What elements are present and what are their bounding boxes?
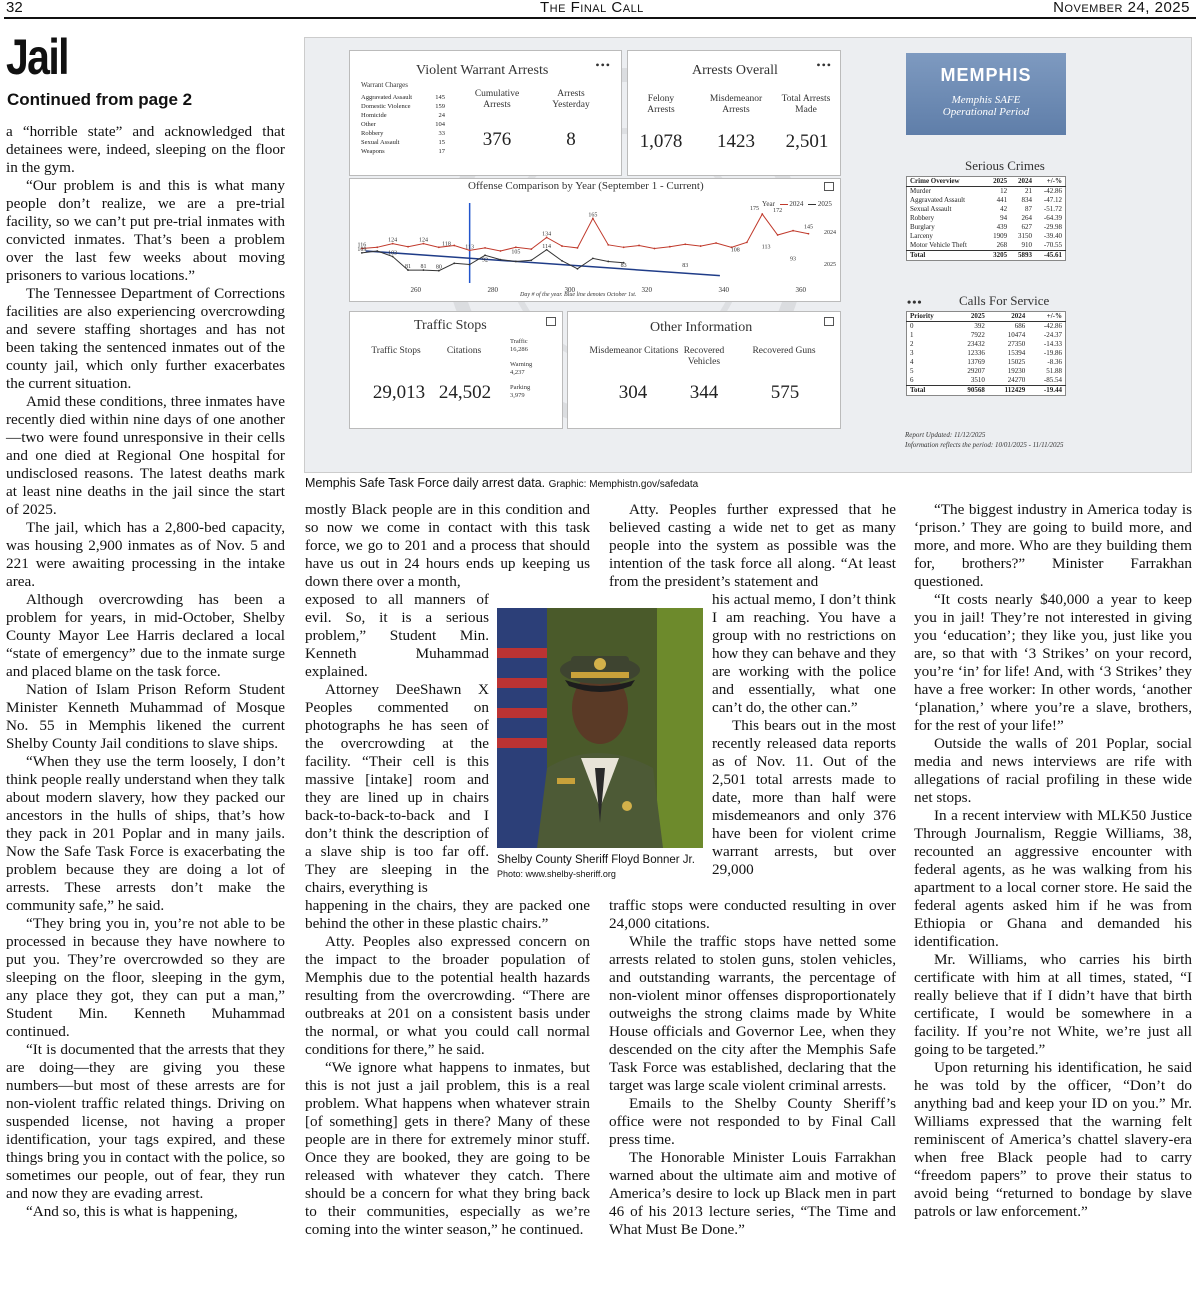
issue-date: November 24, 2025 [1053,0,1190,16]
table-cell: 910 [1021,241,1032,249]
data-point [484,254,486,256]
table-cell: -70.55 [1043,241,1062,249]
table-cell: -51.72 [1043,205,1062,213]
serious-crimes-title: Serious Crimes [965,158,1045,173]
violent-menu-icon[interactable]: ••• [595,58,611,72]
paragraph: Outside the walls of 201 Poplar, social media and news interviews are rife with allegations of racial profiling in these wide net stops. [914,735,1192,806]
recovered-guns-label: Recovered Guns [752,346,816,356]
table-cell: Aggravated Assault [910,196,966,204]
table-total-cell: 5893 [1010,251,1035,261]
table-cell: 627 [1021,223,1032,231]
overall-card-title: Arrests Overall [692,63,778,78]
traffic-breakdown-value: 3,979 [510,392,525,399]
table-cell: 13769 [967,358,985,366]
charge-row [358,138,448,147]
charge-label: Domestic Violence [361,103,411,110]
column-2-bottom [305,897,590,1239]
charge-label: Sexual Assault [361,139,400,146]
data-label: 93 [790,256,797,263]
offense-comparison-card [349,178,841,302]
calls-for-service-table [906,311,1066,396]
table-cell: 94 [1000,214,1008,222]
paragraph: The Tennessee Department of Corrections facilities are also experiencing overcrowding and severe staffing shortages and has not been taking the sentenced inmates out of the county jail, which only further exacerbates the current situation. [6,285,285,392]
table-cell: 15025 [1007,358,1026,366]
data-point [453,262,455,264]
total-arrests-label: Total Arrests Made [781,94,831,115]
table-header-row [907,312,1066,322]
graphic-credit: Graphic: Memphistn.gov/safedata [548,479,699,490]
traffic-breakdown-item [510,361,556,377]
table-cell: 23432 [967,340,985,348]
paragraph: Nation of Islam Prison Reform Student Minister Kenneth Muhammad of Mosque No. 55 in Memphis likened the current Shelby County Jail conditions to slave ships. [6,681,285,752]
table-total-row [907,251,1066,261]
traffic-expand-icon[interactable] [546,317,556,326]
paragraph: In a recent interview with MLK50 Justice Through Journalism, Reggie Williams, 38, recounted an aggressive encounter with federal agents, as he was walking from his apartment to a local corner store. He said the federal agents asked him if he was from Ethiopia or Ghana and demanded his identification. [914,807,1192,950]
table-cell: 2 [910,340,914,348]
data-label: 81 [405,264,412,271]
paragraph: Although overcrowding has been a problem for years, in mid-October, Shelby County Mayor Lee Harris declared a local “state of emergency” due to the inmate surge and placed blame on the task force. [6,591,285,680]
data-point [607,261,609,263]
table-cell: -47.12 [1043,196,1062,204]
table-cell: 10474 [1007,331,1026,339]
traffic-stops-value: 29,013 [372,382,426,403]
table-cell: Burglary [910,223,935,231]
table-cell: 51.88 [1046,367,1062,375]
table-header-cell: Priority [907,312,953,322]
misdemeanor-arrests-value: 1423 [717,131,755,152]
charge-row [358,102,448,111]
data-point [530,248,532,250]
recovered-guns-value: 575 [770,382,800,403]
photo-credit: Photo: www.shelby-sheriff.org [497,869,616,879]
data-label: 113 [465,244,475,251]
charge-row [358,129,448,138]
table-cell: -14.33 [1043,340,1062,348]
traffic-breakdown-value: 4,237 [510,369,525,376]
paragraph: exposed to all manners of evil. So, it is a serious problem,” Student Min. Kenneth Muhammad explained. [305,591,489,680]
calls-for-service-title: Calls For Service [959,293,1050,308]
data-point [654,248,656,250]
cumulative-arrests-value: 376 [482,129,512,150]
paragraph: Atty. Peoples further expressed that he believed casting a wide net to get as many people into the system as possible was the intention of the task force all along. “At least from the president’s statement and [609,501,896,590]
table-cell: -64.39 [1043,214,1062,222]
arrests-yesterday-label: Arrests Yesterday [552,89,590,110]
charge-value: 104 [435,121,445,128]
table-header-cell: 2024 [1010,177,1035,187]
paragraph: Upon returning his identification, he said he was told by the officer, “Don’t do anything bad and keep your ID on you.” Mr. Williams expressed that the warning felt reminiscent of America’s chattel slavery-era when free Black people had to carry “freedom papers” to prove their status to avoid being “returned to bondage by slave patrols or law enforcement.” [914,1059,1192,1220]
table-cell: 3510 [970,376,985,384]
table-cell: 87 [1024,205,1032,213]
charge-value: 17 [438,148,445,155]
other-information-card [567,311,841,429]
data-point [715,242,717,244]
table-cell: -39.40 [1043,232,1062,240]
table-row [907,358,1066,367]
traffic-breakdown-label: Warning [510,361,533,368]
data-point [577,268,579,270]
paragraph: Attorney DeeShawn X Peoples commented on photographs he has seen of the overcrowding at the facility. “Their cell is this massive [intake] room and they are lined up in chairs back-to-back-to-back and I don’t think the description of a slave ship is too far off. They are sleeping in the chairs, everything is [305,681,489,896]
offense-line-chart [350,191,840,301]
other-card-title: Other Information [650,320,753,335]
paragraph: The jail, which has a 2,800-bed capacity, was housing 2,900 inmates as of Nov. 5 and 221 were awaiting processing in the intake area. [6,519,285,590]
table-cell: Motor Vehicle Theft [910,241,967,249]
report-updated: Report Updated: 11/12/2025 [905,431,986,439]
charge-value: 24 [438,112,445,119]
continued-from: Continued from page 2 [7,90,193,109]
traffic-breakdown-item [510,384,556,400]
paragraph: his actual memo, I don’t think I am reaching. You have a group with no restrictions on how they can behave and they are working with the police and essentially, what one can’t do, the other can.” [712,591,896,716]
paragraph: “And so, this is what is happening, [26,1203,238,1220]
photo-caption [497,853,707,881]
data-point [469,264,471,266]
arrests-overall-card [627,50,841,176]
data-label: 92 [482,257,489,264]
felony-arrests-label: Felony Arrests [647,94,675,115]
table-row [907,241,1066,251]
data-label: 113 [761,244,771,251]
data-point [623,246,625,248]
traffic-breakdown-label: Parking [510,384,531,391]
table-total-cell: Total [907,251,986,261]
data-point [530,259,532,261]
safe-task-force-dashboard [304,37,1192,473]
charge-row [358,147,448,156]
table-cell: 29207 [967,367,985,375]
x-tick-label: 280 [487,286,498,294]
table-header-cell: 2024 [988,312,1028,322]
table-cell: 264 [1021,214,1032,222]
data-label: 108 [730,247,740,254]
table-total-row [907,386,1066,396]
charge-label: Robbery [361,130,384,137]
citations-label: Citations [446,346,482,356]
data-point [638,245,640,247]
table-cell: 3150 [1017,232,1032,240]
paragraph: While the traffic stops have netted some arrests related to stolen guns, stolen vehicles, and outstanding warrants, the percentage of non-violent minor offenses disproportionately outweighs the strong claims made by White House officials and Governor Lee, when they descended on the city after the Memphis Safe Task Force was established, declaring that the target was large scale violent criminal arrests. [609,933,896,1094]
charge-value: 145 [435,94,445,101]
table-cell: 24270 [1007,376,1026,384]
memphis-brand: MEMPHIS [940,65,1032,85]
traffic-breakdown-item [510,338,556,354]
table-row [907,376,1066,386]
table-cell: 1909 [993,232,1008,240]
table-cell: 439 [996,223,1008,231]
data-point [407,246,409,248]
data-label: 134 [542,231,552,238]
column-3-narrow [712,591,896,879]
operational-period-line: Operational Period [942,106,1030,118]
data-label: 175 [750,206,760,213]
table-cell: Robbery [910,214,935,222]
violent-card-title: Violent Warrant Arrests [416,63,549,78]
charge-label: Homicide [361,112,387,119]
paragraph: “The biggest industry in America today is ‘prison.’ They are going to build more, and more, and more. Who are they building them for, brothers?” Minister Farrakhan questioned. [914,501,1192,590]
series-end-label-2025: 2025 [824,261,836,268]
table-cell: 19230 [1007,367,1026,375]
overall-menu-icon[interactable]: ••• [816,58,832,72]
column-3-bottom [609,897,896,1239]
data-point [500,250,502,252]
data-point [669,246,671,248]
data-point [515,246,517,248]
data-label: 124 [388,237,398,244]
sheriff-portrait-image [497,608,703,848]
data-point [592,257,594,259]
table-cell: 5 [910,367,914,375]
table-total-cell: -19.44 [1028,386,1065,396]
legend-2025-label: 2025 [817,200,832,208]
table-cell: 1 [910,331,914,339]
data-point [561,260,563,262]
table-cell: -24.37 [1043,331,1062,339]
data-label: 83 [682,262,689,269]
citations-value: 24,502 [438,382,492,403]
column-2-top [305,501,590,591]
memphis-safe-line: Memphis SAFE [951,94,1021,106]
table-cell: 686 [1014,322,1026,330]
table-cell: 12 [1000,187,1008,195]
paper-name: The Final Call [540,0,644,16]
table-cell: 3 [910,349,914,357]
table-row [907,214,1066,223]
table-row [907,340,1066,349]
table-cell: 834 [1021,196,1032,204]
data-label: 109 [357,246,367,253]
misdemeanor-citations-label: Misdemeanor Citations [589,346,679,356]
table-total-cell: Total [907,386,953,396]
table-cell: 268 [996,241,1008,249]
column-1 [6,123,285,1221]
data-point [500,259,502,261]
table-header-cell: +/-% [1028,312,1065,322]
report-period: Information reflects the period: 10/01/2025 - 11/11/2025 [905,441,1064,449]
data-point [438,246,440,248]
table-row [907,223,1066,232]
header-rule [4,17,1196,19]
paragraph: Mr. Williams, who carries his birth certificate with him at all times, stated, “I really believe that if I didn’t have that birth certificate, I would be somewhere in a facility. If you’re not White, we’re just all going to be targeted.” [914,951,1192,1058]
data-point [561,245,563,247]
table-header-cell: 2025 [985,177,1010,187]
graphic-caption [305,476,698,490]
charge-label: Other [361,121,376,128]
table-cell: 21 [1024,187,1032,195]
paragraph: “We ignore what happens to inmates, but this is not just a jail problem, this is a real problem. What happens when whatever strain [of something] gets in there? Many of these people are in there for extremely minor stuff. Once they are booked, they are going to be released with whatever they catch. There should be a concern for what they bring back to their communities, especially as we’re coming into the winter season,” he continued. [305,1059,590,1238]
data-label: 81 [420,264,427,271]
table-cell: 6 [910,376,914,384]
charge-value: 33 [438,130,445,137]
data-point [808,233,810,235]
recovered-vehicles-label: Recovered Vehicles [683,346,725,367]
cumulative-arrests-label: Cumulative Arrests [474,89,520,110]
table-cell: 4 [910,358,914,366]
table-cell: 12336 [967,349,985,357]
table-cell: 441 [996,196,1008,204]
misdemeanor-arrests-label: Misdemeanor Arrests [709,94,763,115]
other-expand-icon[interactable] [824,317,834,326]
data-point [607,244,609,246]
charge-label: Aggravated Assault [361,94,413,101]
paragraph: “Our problem is and this is what many people don’t realize, we are a pre-trial facility, so we can’t put pre-trial inmates with convicted inmates. That’s been a problem over the last few weeks about moving prisoners to various locations.” [6,177,285,284]
table-row [907,331,1066,340]
table-cell: 7922 [970,331,985,339]
table-cell: -29.98 [1043,223,1062,231]
serious-crimes-table [906,176,1066,261]
data-label: 103 [388,250,398,257]
table-row [907,196,1066,205]
chart-x-note: Day # of the year. Blue line denotes October 1st. [520,292,637,298]
violent-warrant-card [349,50,622,176]
x-tick-label: 360 [795,286,806,294]
charge-value: 15 [438,139,445,146]
data-point [746,241,748,243]
traffic-stops-label: Traffic Stops [371,346,421,356]
traffic-card-title: Traffic Stops [414,318,487,333]
sheriff-photo [497,608,703,848]
x-tick-label: 260 [410,286,421,294]
traffic-breakdown-value: 16,286 [510,346,528,353]
paragraph: traffic stops were conducted resulting in over 24,000 citations. [609,897,896,932]
data-label: 124 [418,237,428,244]
table-cell: Murder [910,187,931,195]
data-label: 145 [803,224,813,231]
paragraph: Amid these conditions, three inmates have recently died within nine days of one another—two were found unresponsive in their cells and one died at Regional One hospital for undisclosed reasons. The latest deaths mark at least nine deaths in the jail since the start of 2025. [6,393,285,518]
table-row [907,322,1066,332]
felony-arrests-value: 1,078 [639,131,683,152]
data-point [453,245,455,247]
table-cell: -8.36 [1047,358,1062,366]
data-point [792,230,794,232]
chart-expand-icon[interactable] [824,182,834,191]
photo-caption-text: Shelby County Sheriff Floyd Bonner Jr. [497,854,695,866]
blue-trend-line [366,251,720,276]
paragraph: “It costs nearly $40,000 a year to keep you in jail! They’re not interested in giving you ‘education’; they like you, just like you are, so that with ‘3 Strikes’ on your record, you’re ‘in’ for life! And, with ‘3 Strikes’ they have a free worker: In other words, ‘another ‘planation,’ where you’re a slave, brothers, for the rest of your life!” [914,591,1192,734]
table-total-cell: 90568 [952,386,988,396]
recovered-vehicles-value: 344 [689,382,719,403]
series-end-label-2024: 2024 [824,229,836,236]
data-point [700,245,702,247]
table-row [907,205,1066,214]
data-point [376,250,378,252]
x-tick-label: 300 [564,286,575,294]
charge-value: 159 [435,103,445,110]
data-label: 116 [357,242,367,249]
warrant-charges-header: Warrant Charges [361,81,408,89]
table-cell: -42.86 [1043,187,1062,195]
misdemeanor-citations-value: 304 [618,382,648,403]
data-point [684,243,686,245]
x-tick-label: 340 [718,286,729,294]
charge-row [358,120,448,129]
table-row [907,187,1066,197]
charge-row [358,111,448,120]
paragraph: This bears out in the most recently released data reports as of Nov. 11. Out of the 2,501 total arrests made to date, more than half were misdemeanors and only 376 have been for violent crime warrant arrests, but over 29,000 [712,717,896,878]
column-3-top [609,501,896,591]
total-arrests-value: 2,501 [785,131,829,152]
data-point [376,246,378,248]
charge-label: Weapons [361,148,385,155]
traffic-breakdown [510,338,556,407]
table-cell: -42.86 [1043,322,1062,330]
paragraph: Atty. Peoples also expressed concern on the impact to the broader population of Memphis due to the potential health hazards resulting from the overcrowding. “There are outbreaks at 201 on a consistent basis under the normal, or what you could call normal conditions for there,” he said. [305,933,590,1058]
paragraph: “It is documented that the arrests that they are doing—they are giving you these numbers—but most of these arrests are for non-violent traffic related things. Driving on suspended license, not having a proper identification, your tags expired, and these things bring you in contact with the police, so sometimes our people, out of fear, they run and now they are evading arrest. [6,1041,285,1202]
data-point [761,213,763,215]
table-cell: 27350 [1007,340,1026,348]
arrests-yesterday-value: 8 [566,129,576,150]
column-2-narrow [305,591,489,897]
table-header-cell: 2025 [952,312,988,322]
table-total-cell: 112429 [988,386,1028,396]
table-row [907,367,1066,376]
paragraph: a “horrible state” and acknowledged that detainees were, indeed, sleeping on the floor in the gym. [6,123,285,176]
data-label: 83 [620,262,627,269]
paragraph: The Honorable Minister Louis Farrakhan warned about the ultimate aim and motive of America’s desire to lock up Black men in part 46 of his 2013 lecture series, “The Time and What Must Be Done.” [609,1149,896,1238]
graphic-caption-text: Memphis Safe Task Force daily arrest data. [305,476,546,490]
paragraph: mostly Black people are in this condition and so now we come in contact with this task force, we go to 201 and a process that should have us out in 24 hours ends up keeping us down there over a month, [305,501,590,590]
table-cell: Larceny [910,232,933,240]
data-point [777,234,779,236]
data-label: 105 [511,249,521,256]
calls-menu-icon[interactable]: ••• [907,295,923,309]
table-total-cell: 3205 [985,251,1010,261]
traffic-breakdown-label: Traffic [510,338,528,345]
data-point [515,261,517,263]
data-point [484,247,486,249]
offense-chart-title: Offense Comparison by Year (September 1 - Current) [468,180,704,192]
table-cell: 0 [910,322,914,330]
table-cell: 15394 [1007,349,1026,357]
x-tick-label: 320 [641,286,652,294]
legend-year-label: Year [762,200,775,208]
data-label: 114 [542,243,552,250]
data-label: 80 [435,264,442,271]
data-point [577,247,579,249]
table-cell: -85.54 [1043,376,1062,384]
table-cell: Sexual Assault [910,205,952,213]
page-number: 32 [6,0,23,16]
table-cell: 42 [1000,205,1008,213]
paragraph: “When they use the term loosely, I don’t think people really understand when they talk about modern slavery, how they packed our ancestors in the hulls of ships, that’s how they pack in 201 Poplar and in many jails. Now the Safe Task Force is exacerbating the problem because they are doing a lot of arrests. These arrests don’t make the community safe,” he said. [6,753,285,914]
table-total-cell: -45.61 [1035,251,1066,261]
table-row [907,232,1066,241]
warrant-charges-table [358,93,448,156]
paragraph: Emails to the Shelby County Sheriff’s office were not responded to by Final Call press time. [609,1095,896,1148]
paragraph: “They bring you in, you’re not able to be processed in because they have nowhere to put you. They’re overcrowded so they are sleeping on the floor, sleeping in the gym, any place they got, they can put a man,” Student Min. Kenneth Muhammad continued. [6,915,285,1040]
table-row [907,349,1066,358]
table-header-cell: +/-% [1035,177,1066,187]
paragraph: happening in the chairs, they are packed one behind the other in these plastic chairs.” [305,897,590,932]
charge-row [358,93,448,102]
memphis-safe-banner [906,53,1066,135]
table-header-row [907,177,1066,187]
table-header-cell: Crime Overview [907,177,986,187]
table-cell: -19.86 [1043,349,1062,357]
traffic-stops-card [349,311,563,429]
table-cell: 392 [974,322,985,330]
article-kicker: Jail [6,29,68,85]
data-label: 118 [442,241,451,248]
column-4 [914,501,1192,1221]
legend-2024-label: 2024 [789,200,804,208]
data-label: 165 [588,212,598,219]
data-label: 172 [773,208,783,215]
